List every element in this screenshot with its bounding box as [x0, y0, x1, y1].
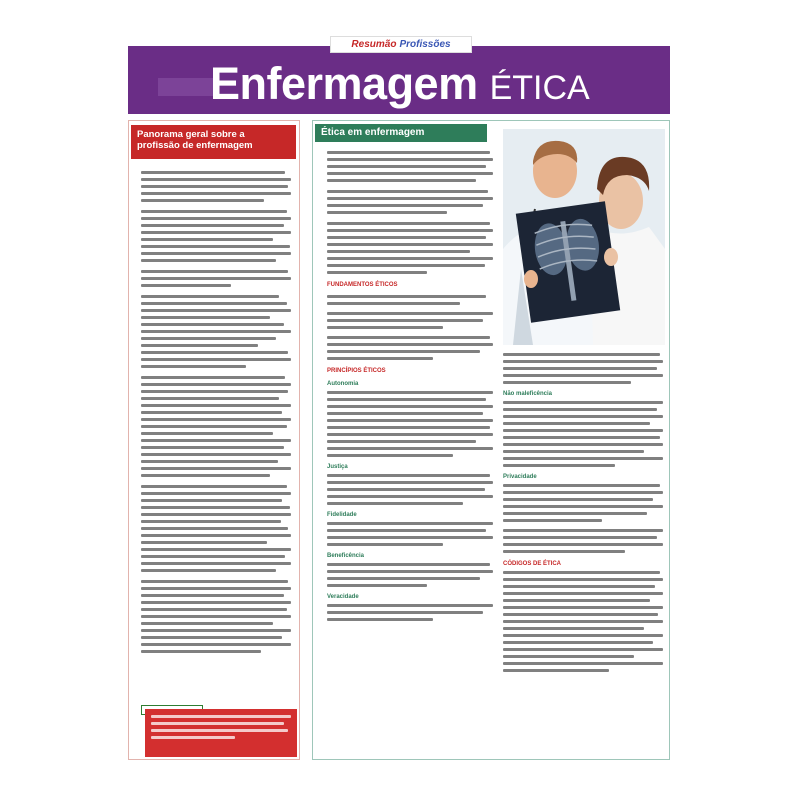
- subsection-beneficencia: Beneficência: [327, 553, 365, 559]
- text-block: [503, 484, 663, 522]
- text-block: [503, 529, 663, 553]
- text-block: [503, 401, 663, 467]
- title-sub: ÉTICA: [489, 69, 590, 107]
- section-fundamentos: FUNDAMENTOS ÉTICOS: [327, 282, 398, 288]
- main-column: [312, 120, 670, 760]
- subsection-veracidade: Veracidade: [327, 594, 359, 600]
- text-block: [327, 474, 493, 505]
- text-block: [327, 391, 493, 457]
- text-block: [327, 336, 493, 360]
- section-codigos: CÓDIGOS DE ÉTICA: [503, 561, 562, 567]
- subsection-fidelidade: Fidelidade: [327, 512, 357, 518]
- text-block: [141, 171, 291, 653]
- subsection-justica: Justiça: [327, 464, 348, 470]
- text-block: [327, 295, 493, 305]
- text-block: [503, 353, 663, 384]
- brand-logo: [330, 36, 472, 53]
- brand-part2: Profissões: [399, 39, 451, 50]
- photo-illustration: [503, 129, 665, 345]
- main-column-heading: Ética em enfermagem: [315, 124, 487, 142]
- intro-text: [327, 151, 493, 274]
- left-column-heading: Panorama geral sobre a profissão de enfermagem: [131, 125, 296, 159]
- page-title: [210, 60, 590, 112]
- subsection-autonomia: Autonomia: [327, 381, 359, 387]
- text-block: [503, 571, 663, 672]
- main-left-text: [327, 147, 493, 755]
- title-main: Enfermagem: [210, 58, 478, 109]
- subsection-privacidade: Privacidade: [503, 474, 537, 480]
- main-right-text: [503, 349, 663, 753]
- text-block: [327, 563, 493, 587]
- section-principios: PRINCÍPIOS ÉTICOS: [327, 368, 386, 374]
- text-block: [327, 604, 493, 621]
- title-banner: [128, 46, 670, 114]
- footer-text-lines: [151, 715, 291, 739]
- subsection-nao-maleficencia: Não maleficência: [503, 391, 553, 397]
- footer-box: [145, 709, 297, 757]
- text-block: [327, 522, 493, 546]
- text-block: [327, 312, 493, 329]
- left-column: [128, 120, 300, 760]
- brand-part1: Resumão: [351, 39, 397, 50]
- banner-decoration: [158, 78, 218, 96]
- photo-doctor-nurse-xray: [503, 129, 665, 345]
